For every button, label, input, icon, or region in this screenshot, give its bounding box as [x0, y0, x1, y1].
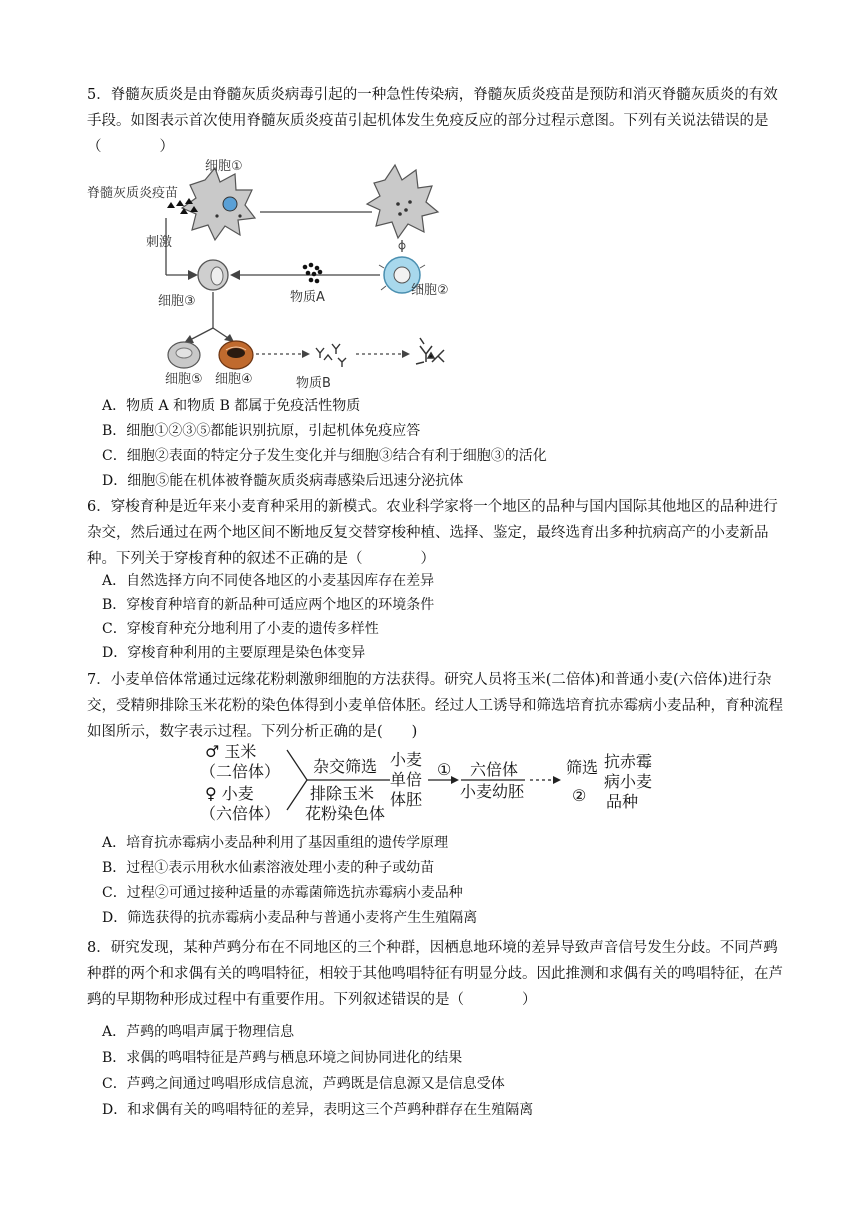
flow-hexa-1: 六倍体: [470, 760, 519, 779]
flow-result-3: 品种: [606, 792, 639, 811]
flow-result-1: 抗赤霉: [604, 752, 653, 771]
q7-option-c: C．过程②可通过接种适量的赤霉菌筛选抗赤霉病小麦品种: [102, 885, 463, 901]
flow-step-bot1: 排除玉米: [310, 784, 375, 803]
q6-stem: 6．穿梭育种是近年来小麦育种采用的新模式。农业科学家将一个地区的品种与国内国际其他地区的品种进行杂交，然后通过在两个地区间不断地反复交替穿梭种植、选择、鉴定，最终选育出多种抗病高产的小麦新品种。下列关于穿梭育种的叙述不正确的是（ ）: [87, 499, 778, 567]
flow-step-bot2: 花粉染色体: [305, 804, 386, 823]
q8-option-c: C．芦鹀之间通过鸣唱形成信息流，芦鹀既是信息源又是信息受体: [102, 1076, 505, 1092]
q8-option-b: B．求偶的鸣唱特征是芦鹀与栖息环境之间协同进化的结果: [102, 1050, 463, 1066]
cell1-label: 细胞①: [205, 159, 243, 174]
flow-process-1: ①: [437, 760, 452, 779]
cell4-plasma-cell-icon: [219, 341, 253, 369]
cell2-label: 细胞②: [411, 283, 449, 298]
flow-embryo-2: 单倍: [390, 770, 423, 789]
q7-option-b: B．过程①表示用秋水仙素溶液处理小麦的种子或幼苗: [102, 860, 435, 876]
substance-b-antibody-icon: [316, 344, 346, 367]
q5-stem: 5．脊髓灰质炎是由脊髓灰质炎病毒引起的一种急性传染病，脊髓灰质炎疫苗是预防和消灭脊髓灰质炎的有效手段。如图表示首次使用脊髓灰质炎疫苗引起机体发生免疫反应的部分过程示意图。下列有关说法错误的是（ ）: [87, 87, 778, 155]
flow-female-sub: （六倍体）: [200, 804, 281, 823]
stimulus-label: 刺激: [146, 235, 173, 250]
q6-option-b: B．穿梭育种培育的新品种可适应两个地区的环境条件: [102, 597, 435, 613]
flow-male-sub: （二倍体）: [200, 762, 281, 781]
q7-option-a: A．培育抗赤霉病小麦品种利用了基因重组的遗传学原理: [102, 835, 449, 851]
q6-option-a: A．自然选择方向不同使各地区的小麦基因库存在差异: [102, 573, 435, 589]
q7-stem: 7．小麦单倍体常通过远缘花粉刺激卵细胞的方法获得。研究人员将玉米(二倍体)和普通小麦(六倍体)进行杂交，受精卵排除玉米花粉的染色体得到小麦单倍体胚。经过人工诱导和筛选培育抗赤霉病小麦品种，育种流程如图所示，数字表示过程。下列分析正确的是( ): [87, 672, 783, 740]
antigen-antibody-complex-icon: [416, 338, 444, 364]
q6-option-d: D．穿梭育种利用的主要原理是染色体变异: [102, 645, 366, 661]
q5-option-c: C．细胞②表面的特定分子发生变化并与细胞③结合有利于细胞③的活化: [102, 448, 547, 464]
cell3-b-cell-icon: [198, 260, 228, 290]
flow-female: ♀ 小麦: [205, 784, 254, 803]
substance-b-label: 物质B: [296, 376, 331, 391]
cell5-label: 细胞⑤: [165, 372, 203, 387]
q8-option-d: D．和求偶有关的鸣唱特征的差异，表明这三个芦鹀种群存在生殖隔离: [102, 1102, 534, 1118]
substance-a-label: 物质A: [290, 290, 325, 305]
q8-option-a: A．芦鹀的鸣唱声属于物理信息: [102, 1024, 295, 1040]
flow-hexa-2: 小麦幼胚: [460, 782, 525, 801]
flow-male: ♂ 玉米: [205, 742, 257, 761]
flow-embryo-1: 小麦: [390, 750, 423, 769]
q5-option-d: D．细胞⑤能在机体被脊髓灰质炎病毒感染后迅速分泌抗体: [102, 473, 464, 489]
q8-stem: 8．研究发现，某种芦鹀分布在不同地区的三个种群，因栖息地环境的差异导致声音信号发生分歧。不同芦鹀种群的两个和求偶有关的鸣唱特征，相较于其他鸣唱特征有明显分歧。因此推测和求偶有关的鸣唱特征，在芦鹀的早期物种形成过程中有重要作用。下列叙述错误的是（ ）: [87, 940, 783, 1008]
flow-result-2: 病小麦: [604, 772, 653, 791]
flow-process-2: ②: [572, 786, 587, 805]
q5-option-b: B．细胞①②③⑤都能识别抗原，引起机体免疫应答: [102, 423, 421, 439]
flow-step-top: 杂交筛选: [313, 757, 378, 776]
vaccine-label: 脊髓灰质炎疫苗: [87, 186, 179, 201]
flow-screen: 筛选: [566, 758, 599, 777]
cell5-memory-cell-icon: [168, 342, 200, 368]
q5-option-a: A．物质 A 和物质 B 都属于免疫活性物质: [102, 398, 361, 414]
q7-option-d: D．筛选获得的抗赤霉病小麦品种与普通小麦将产生生殖隔离: [102, 910, 478, 926]
presenting-cell-icon: [367, 165, 438, 238]
cell4-label: 细胞④: [215, 372, 253, 387]
q6-option-c: C．穿梭育种充分地利用了小麦的遗传多样性: [102, 621, 379, 637]
cell3-label: 细胞③: [158, 294, 196, 309]
flow-embryo-3: 体胚: [390, 790, 423, 809]
